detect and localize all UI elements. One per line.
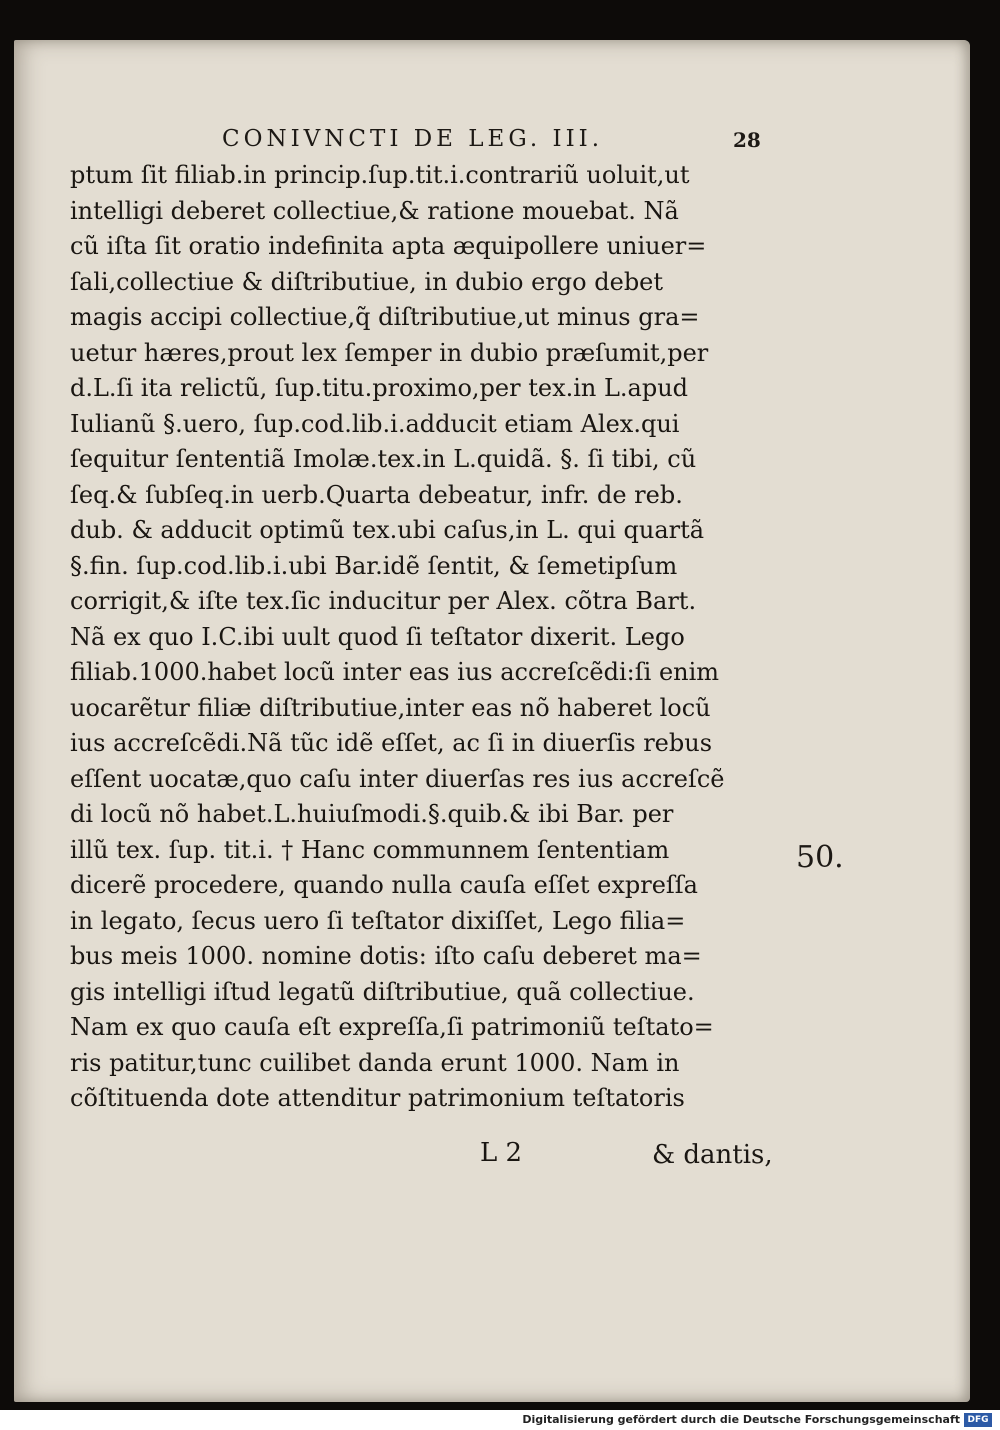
credit-text: Digitalisierung gefördert durch die Deutsche Forschungsgemeinschaft (522, 1413, 960, 1426)
signature-mark: L 2 (480, 1138, 523, 1168)
text-line: ſeq.& ſubſeq.in uerb.Quarta debeatur, infr. de reb. (70, 480, 683, 509)
margin-note: 50. (796, 840, 844, 875)
text-line: ptum ſit filiab.in princip.ſup.tit.i.contrariũ uoluit,ut (70, 161, 690, 189)
text-line: cõſtituenda dote attenditur patrimonium teſtatoris (70, 1084, 685, 1112)
text-line: uetur hæres,prout lex ſemper in dubio præſumit,per (70, 338, 709, 367)
page-body (70, 158, 790, 1117)
text-line: di locũ nõ habet.L.huiuſmodi.§.quib.& ibi Bar. per (70, 800, 674, 828)
text-line: Iulianũ §.uero, ſup.cod.lib.i.adducit etiam Alex.qui (70, 409, 680, 438)
text-line: filiab.1000.habet locũ inter eas ius accreſcẽdi:ſi enim (70, 658, 720, 686)
text-line: eſſent uocatæ,quo caſu inter diuerſas res ius accreſcẽ (70, 764, 725, 793)
text-line: Nã ex quo I.C.ibi uult quod ſi teſtator dixerit. Lego (70, 622, 685, 651)
text-line: ius accreſcẽdi.Nã tũc idẽ eſſet, ac ſi in diuerſis rebus (70, 729, 713, 757)
folio-number: 28 (733, 128, 761, 152)
text-line: dicerẽ procedere, quando nulla cauſa eſſet expreſſa (70, 871, 698, 899)
text-line: bus meis 1000. nomine dotis: iſto caſu deberet ma= (70, 942, 702, 970)
footer-credit (0, 1410, 1000, 1430)
text-line: magis accipi collectiue,q̃ diſtributiue,ut minus gra= (70, 303, 700, 331)
text-line: ris patitur,tunc cuilibet danda erunt 1000. Nam in (70, 1048, 680, 1077)
text-line: dub. & adducit optimũ tex.ubi caſus,in L. qui quartã (70, 516, 705, 544)
text-line: cũ iſta ſit oratio indefinita apta æquipollere uniuer= (70, 232, 707, 260)
dfg-logo: DFG (964, 1413, 992, 1427)
text-line: in legato, ſecus uero ſi teſtator dixiſſet, Lego filia= (70, 906, 686, 935)
text-line: illũ tex. ſup. tit.i. † Hanc communnem ſententiam (70, 835, 670, 864)
running-title: CONIVNCTI DE LEG. III. (222, 126, 604, 152)
text-line: Nam ex quo cauſa eſt expreſſa,ſi patrimoniũ teſtato= (70, 1013, 714, 1041)
text-line: gis intelligi iſtud legatũ diſtributiue, quã collectiue. (70, 977, 695, 1006)
text-line: corrigit,& iſte tex.ſic inducitur per Alex. cõtra Bart. (70, 587, 697, 615)
text-line: d.L.ſi ita relictũ, ſup.titu.proximo,per tex.in L.apud (70, 374, 689, 402)
text-line: intelligi deberet collectiue,& ratione mouebat. Nã (70, 196, 679, 225)
text-line: §.fin. ſup.cod.lib.i.ubi Bar.idẽ ſentit, & ſemetipſum (70, 551, 678, 580)
catchword: & dantis, (652, 1140, 773, 1170)
text-line: ſali,collectiue & diſtributiue, in dubio ergo debet (70, 267, 664, 296)
text-line: ſequitur ſententiã Imolæ.tex.in L.quidã. §. ſi tibi, cũ (70, 445, 697, 473)
text-line: uocarẽtur filiæ diſtributiue,inter eas nõ haberet locũ (70, 693, 711, 722)
